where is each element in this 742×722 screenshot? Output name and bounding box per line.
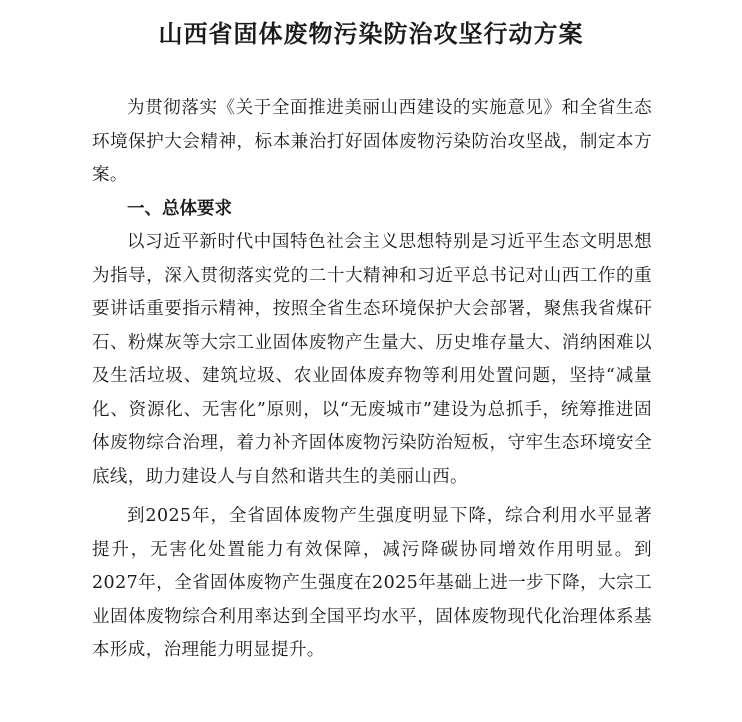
section-heading-general-requirements: 一、总体要求 [127,198,232,219]
section1-paragraph-targets: 到2025年，全省固体废物产生强度明显下降，综合利用水平显著提升，无害化处置能力有效保障，减污降碳协同增效作用明显。到2027年，全省固体废物产生强度在2025年基础上进一步下降，大宗工业固体废物综合利用率达到全国平均水平，固体废物现代化治理体系基本形成，治理能力明显提升。 [92,506,652,660]
document-body [92,92,652,668]
section1-paragraph-guiding-principles: 以习近平新时代中国特色社会主义思想特别是习近平生态文明思想为指导，深入贯彻落实党的二十大精神和习近平总书记对山西工作的重要讲话重要指示精神，按照全省生态环境保护大会部署，聚焦我省煤矸石、粉煤灰等大宗工业固体废物产生量大、历史堆存量大、消纳困难以及生活垃圾、建筑垃圾、农业固体废弃物等利用处置问题，坚持“减量化、资源化、无害化”原则，以“无废城市”建设为总抓手，统筹推进固体废物综合治理，着力补齐固体废物污染防治短板，守牢生态环境安全底线，助力建设人与自然和谐共生的美丽山西。 [92,232,652,487]
document-title: 山西省固体废物污染防治攻坚行动方案 [158,19,584,48]
intro-paragraph: 为贯彻落实《关于全面推进美丽山西建设的实施意见》和全省生态环境保护大会精神，标本兼治打好固体废物污染防治攻坚战，制定本方案。 [92,98,652,185]
